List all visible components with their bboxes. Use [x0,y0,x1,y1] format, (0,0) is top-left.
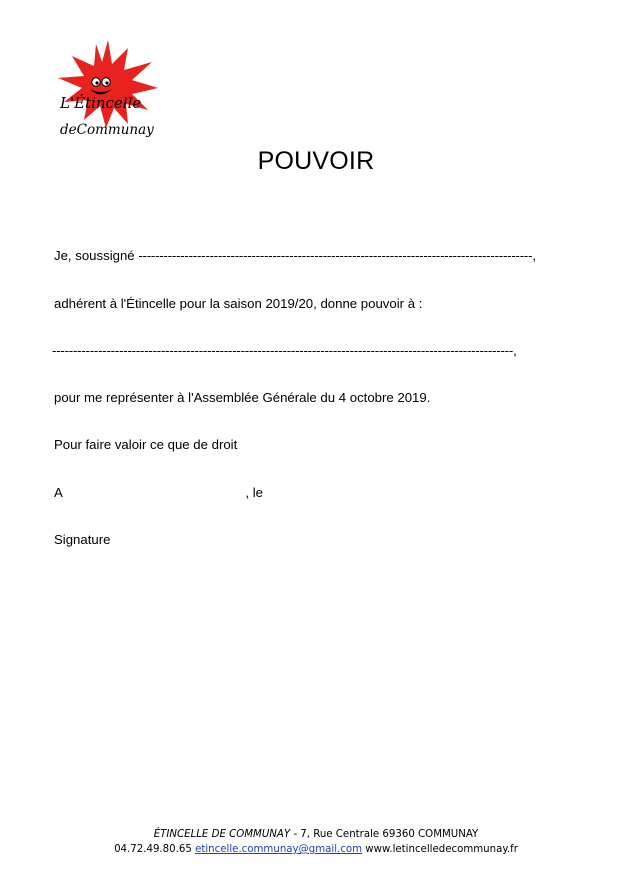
lieu-prefix: A [54,485,63,500]
pupil-left [95,81,98,84]
line-representer: pour me représenter à l'Assemblée Générale du 4 octobre 2019. [54,390,431,405]
line-droit: Pour faire valoir ce que de droit [54,437,238,452]
line-blank-name: --------------------------------------------------------------------------------------------------------------, [52,343,517,358]
lieu-suffix: , le [245,485,264,500]
soussigne-label: Je, soussigné [54,248,135,263]
soussigne-blank: ----------------------------------------------------------------------------------------------, [138,248,536,263]
footer-website: www.letincelledecommunay.fr [365,844,518,855]
line-lieu [54,485,263,501]
line-soussigne [54,248,536,264]
pupil-right [105,81,108,84]
footer-email-link[interactable]: etincelle.communay@gmail.com [195,844,363,855]
footer-contact-line [0,843,632,857]
footer-org-name: ÉTINCELLE DE COMMUNAY - [153,829,298,840]
logo [50,38,162,142]
line-adherent: adhérent à l'Étincelle pour la saison 2019/20, donne pouvoir à : [54,296,423,311]
footer-address-line [0,828,632,842]
footer-address: 7, Rue Centrale 69360 COMMUNAY [297,829,479,840]
page-title: POUVOIR [257,147,375,175]
logo-line1: L'Étincelle [60,94,142,112]
footer-phone: 04.72.49.80.65 [114,844,192,855]
spark-logo-icon [50,38,162,142]
line-signature: Signature [54,532,111,547]
logo-line2: deCommunay [60,122,154,138]
